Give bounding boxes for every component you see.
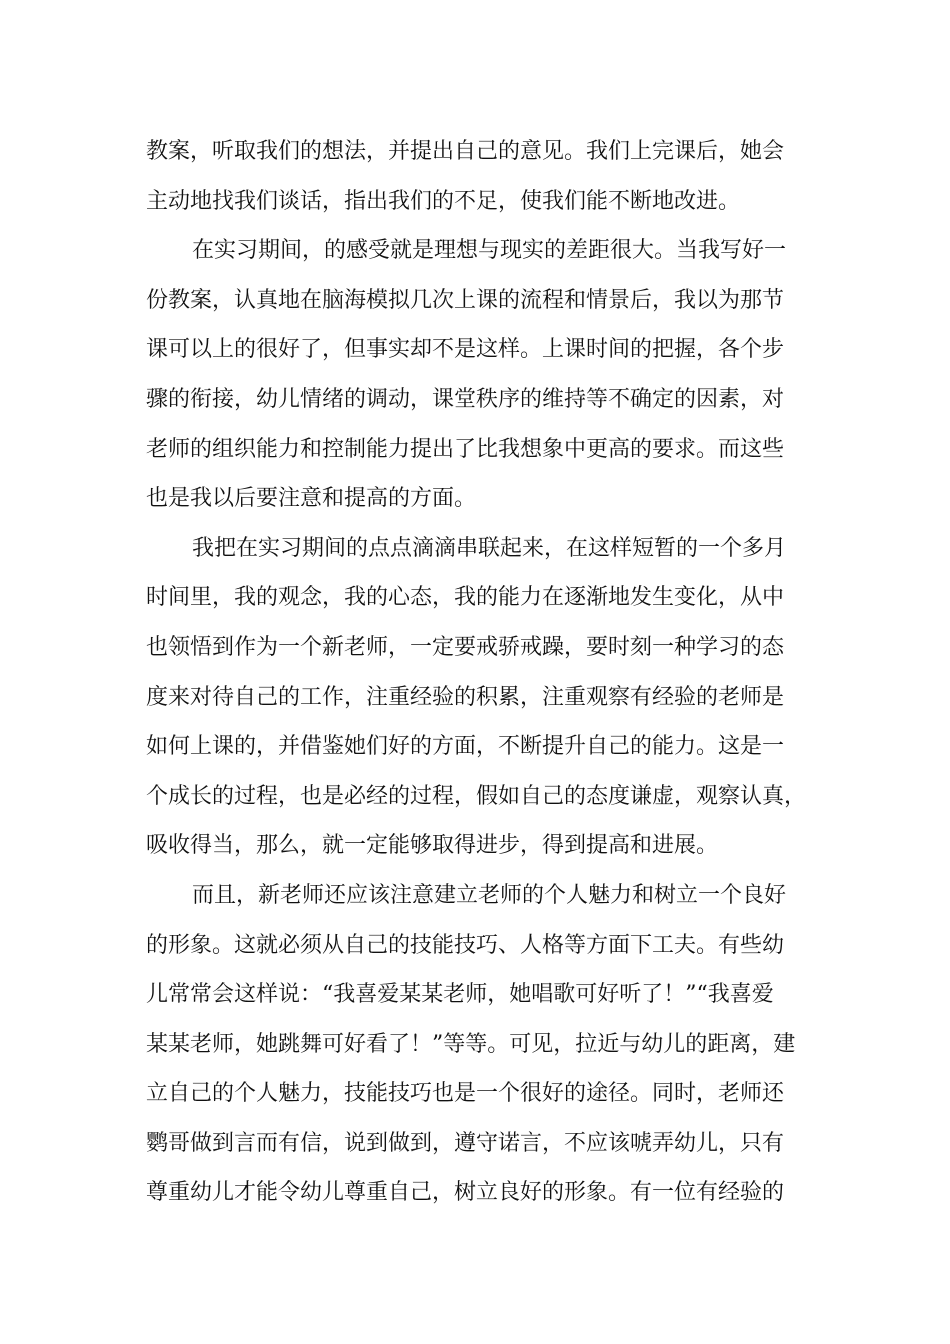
paragraph-start-line: 而且，新老师还应该注意建立老师的个人魅力和树立一个良好 xyxy=(192,882,787,908)
text-line: 也领悟到作为一个新老师，一定要戒骄戒躁，要时刻一种学习的态 xyxy=(146,634,785,660)
text-line: 课可以上的很好了，但事实却不是这样。上课时间的把握，各个步 xyxy=(146,337,785,363)
text-line: 立自己的个人魅力，技能技巧也是一个很好的途径。同时，老师还 xyxy=(146,1081,785,1107)
text-line: 如何上课的，并借鉴她们好的方面，不断提升自己的能力。这是一 xyxy=(146,734,785,760)
text-line: 主动地找我们谈话，指出我们的不足，使我们能不断地改进。 xyxy=(146,188,741,214)
paragraph-start-line: 在实习期间，的感受就是理想与现实的差距很大。当我写好一 xyxy=(192,238,787,264)
text-line: 的形象。这就必须从自己的技能技巧、人格等方面下工夫。有些幼 xyxy=(146,932,785,958)
text-line: 骤的衔接，幼儿情绪的调动，课堂秩序的维持等不确定的因素，对 xyxy=(146,386,785,412)
text-line: 份教案，认真地在脑海模拟几次上课的流程和情景后，我以为那节 xyxy=(146,287,785,313)
text-line: 也是我以后要注意和提高的方面。 xyxy=(146,486,477,512)
paragraph-start-line: 我把在实习期间的点点滴滴串联起来，在这样短暂的一个多月 xyxy=(192,535,787,561)
text-line: 鹦哥做到言而有信，说到做到，遵守诺言，不应该唬弄幼儿，只有 xyxy=(146,1130,785,1156)
text-line: 时间里，我的观念，我的心态，我的能力在逐渐地发生变化，从中 xyxy=(146,585,785,611)
text-line: 度来对待自己的工作，注重经验的积累，注重观察有经验的老师是 xyxy=(146,684,785,710)
text-line: 教案，听取我们的想法，并提出自己的意见。我们上完课后，她会 xyxy=(146,139,785,164)
text-line: 老师的组织能力和控制能力提出了比我想象中更高的要求。而这些 xyxy=(146,436,785,462)
text-line: 尊重幼儿才能令幼儿尊重自己，树立良好的形象。有一位有经验的 xyxy=(146,1180,785,1206)
text-line: 某某老师，她跳舞可好看了！”等等。可见，拉近与幼儿的距离，建 xyxy=(146,1031,796,1057)
body-text xyxy=(146,127,818,1218)
text-line: 个成长的过程，也是必经的过程，假如自己的态度谦虚，观察认真， xyxy=(146,783,807,809)
text-line: 吸收得当，那么，就一定能够取得进步，得到提高和进展。 xyxy=(146,833,719,859)
text-line: 儿常常会这样说：“我喜爱某某老师，她唱歌可好听了！”“我喜爱 xyxy=(146,982,774,1008)
